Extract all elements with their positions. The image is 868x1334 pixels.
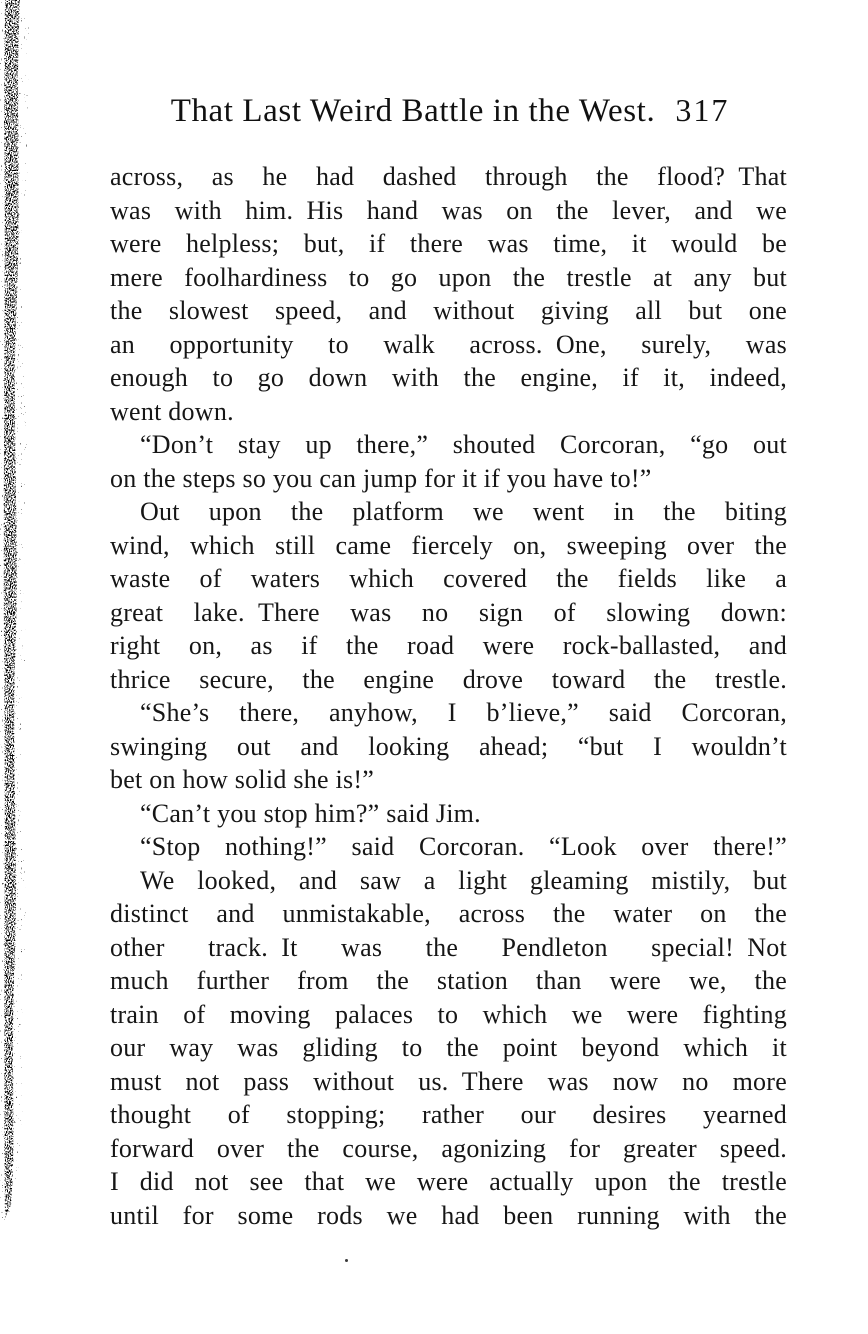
text-line: waste of waters which covered the fields like a xyxy=(110,564,787,593)
text-line: Out upon the platform we went in the biting xyxy=(140,497,787,526)
text-line: much further from the station than were we, the xyxy=(110,966,787,995)
text-line: forward over the course, agonizing for greater speed. xyxy=(110,1133,787,1163)
text-line: until for some rods we had been running with the xyxy=(110,1200,787,1230)
text-line: thought of stopping; rather our desires yearned xyxy=(110,1100,787,1129)
scan-speck xyxy=(345,1259,348,1262)
running-title: That Last Weird Battle in the West. xyxy=(170,93,656,129)
text-line: other track. It was the Pendleton special! Not xyxy=(110,932,787,962)
page-number: 317 xyxy=(675,92,730,128)
text-line: was with him. His hand was on the lever, and we xyxy=(110,195,787,225)
text-line: “Can’t you stop him?” said Jim. xyxy=(140,798,481,828)
text-line: an opportunity to walk across. One, surely, was xyxy=(110,329,787,359)
text-line: “Don’t stay up there,” shouted Corcoran, “go out xyxy=(140,430,787,459)
text-line: on the steps so you can jump for it if you have to!” xyxy=(110,463,652,493)
text-line: right on, as if the road were rock-ballasted, and xyxy=(110,631,787,660)
text-line: our way was gliding to the point beyond which it xyxy=(110,1033,787,1062)
text-line: I did not see that we were actually upon the trestle xyxy=(110,1167,787,1196)
text-line: “Stop nothing!” said Corcoran. “Look over there!” xyxy=(140,832,787,861)
body-text xyxy=(110,160,787,1232)
text-line: bet on how solid she is!” xyxy=(110,765,375,794)
noise-band-outer xyxy=(0,0,32,1228)
text-line: must not pass without us. There was now no more xyxy=(110,1066,787,1096)
binding-scan-noise xyxy=(0,0,52,1334)
text-line: train of moving palaces to which we were fighting xyxy=(110,999,787,1029)
text-line: swinging out and looking ahead; “but I wouldn’t xyxy=(110,731,787,761)
noise-band-core xyxy=(4,0,20,1218)
text-line: were helpless; but, if there was time, it would be xyxy=(110,229,787,258)
text-line: distinct and unmistakable, across the water on the xyxy=(110,899,787,928)
text-line: We looked, and saw a light gleaming mistily, but xyxy=(140,865,787,895)
text-line: “She’s there, anyhow, I b’lieve,” said Corcoran, xyxy=(140,698,787,727)
text-line: mere foolhardiness to go upon the trestle at any but xyxy=(110,262,787,292)
text-line: the slowest speed, and without giving all but one xyxy=(110,296,787,325)
text-line: thrice secure, the engine drove toward the trestle. xyxy=(110,664,787,694)
text-line: across, as he had dashed through the flood? That xyxy=(110,162,787,191)
text-line: enough to go down with the engine, if it, indeed, xyxy=(110,363,787,392)
text-line: great lake. There was no sign of slowing down: xyxy=(110,597,787,627)
page-header xyxy=(110,92,790,130)
text-line: went down. xyxy=(110,396,234,426)
text-line: wind, which still came fiercely on, sweeping over the xyxy=(110,530,787,560)
